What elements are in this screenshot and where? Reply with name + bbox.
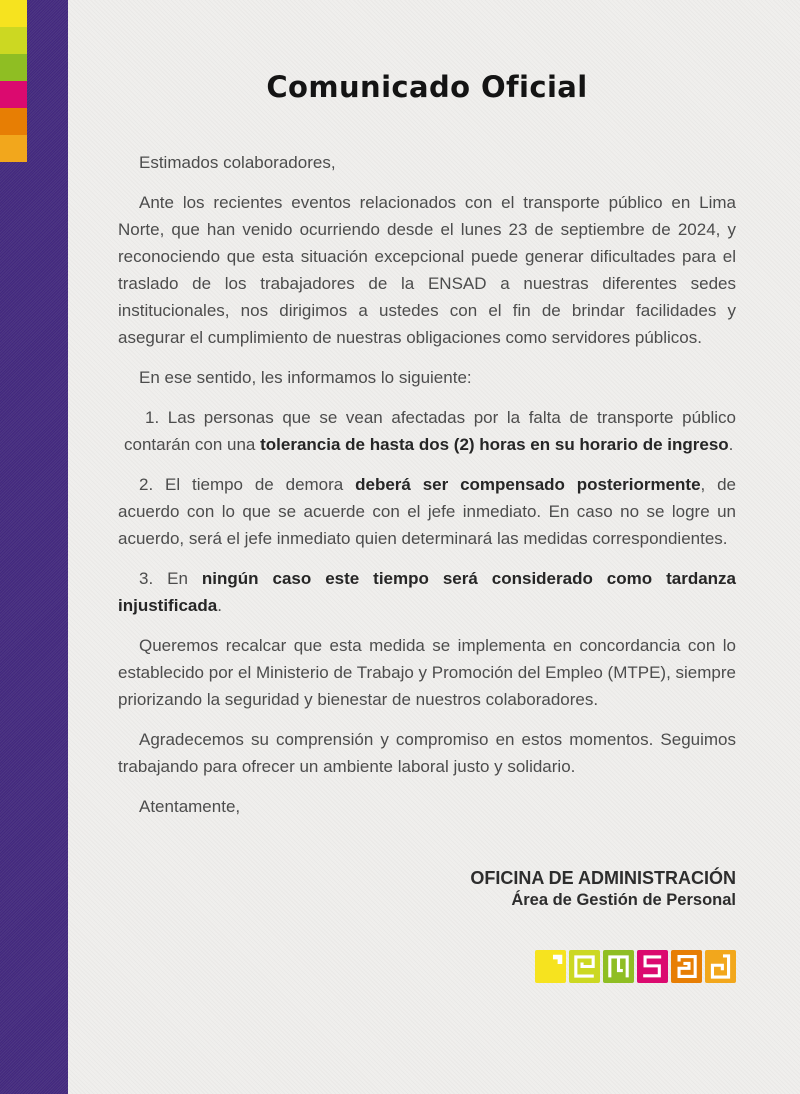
- lead-in-paragraph: En ese sentido, les informamos lo siguiente:: [139, 368, 472, 387]
- page-title: Comunicado Oficial: [266, 70, 588, 104]
- letter-n-icon: [603, 950, 634, 983]
- logo-tile-mark: [535, 950, 566, 983]
- logo-tile-letter-e: [569, 950, 600, 983]
- letter-s-icon: [637, 950, 668, 983]
- signature-office: OFICINA DE ADMINISTRACIÓN: [470, 868, 736, 888]
- letter-e-icon: [569, 950, 600, 983]
- letter-page: [118, 0, 736, 983]
- list-item-1-bold: tolerancia de hasta dos (2) horas en su horario de ingreso: [260, 435, 729, 454]
- list-item-2-text: 2. El tiempo de demora: [139, 475, 356, 494]
- logo-mark-icon: [535, 950, 566, 983]
- list-item-2: [118, 471, 736, 552]
- palette-swatch-orange: [0, 108, 27, 135]
- salutation: Estimados colaboradores,: [139, 153, 336, 172]
- palette-swatch-green: [0, 54, 27, 81]
- policy-paragraph: Queremos recalcar que esta medida se implementa en concordancia con lo establecido por el Ministerio de Trabajo y Promoción del Empleo (MTPE), siempre priorizando la seguridad y bienestar de nuestros colaboradores.: [118, 636, 736, 709]
- list-item-2-end: , de acuerdo con lo que se acuerde con el jefe inmediato. En caso no se logre un acuerdo, será el jefe inmediato quien determinará las medidas correspondientes.: [118, 475, 737, 548]
- logo-tile-letter-a: [671, 950, 702, 983]
- brand-palette-strip: [0, 0, 27, 162]
- palette-swatch-yellowgreen: [0, 27, 27, 54]
- letter-body: [118, 149, 736, 820]
- list-item-2-bold: deberá ser compensado posteriormente: [355, 475, 701, 494]
- letter-a-icon: [671, 950, 702, 983]
- thanks-paragraph: Agradecemos su comprensión y compromiso en estos momentos. Seguimos trabajando para ofrecer un ambiente laboral justo y solidario.: [118, 730, 736, 776]
- list-item-1: [118, 404, 736, 458]
- palette-swatch-yellow: [0, 0, 27, 27]
- list-item-3-text: 3. En: [139, 569, 202, 588]
- palette-swatch-amber: [0, 135, 27, 162]
- logo-tile-letter-d: [705, 950, 736, 983]
- logo-tile-letter-s: [637, 950, 668, 983]
- palette-swatch-magenta: [0, 81, 27, 108]
- list-item-1-end: .: [728, 435, 734, 454]
- intro-paragraph: Ante los recientes eventos relacionados con el transporte público en Lima Norte, que han venido ocurriendo desde el lunes 23 de septiembre de 2024, y reconociendo que esta situación excepcional puede generar dificultades para el traslado de los trabajadores de la ENSAD a nuestras diferentes sedes institucionales, nos dirigimos a ustedes con el fin de brindar facilidades y asegurar el cumplimiento de nuestras obligaciones como servidores públicos.: [118, 193, 736, 347]
- valediction: Atentamente,: [139, 797, 241, 816]
- list-item-1-text: 1. Las personas que se vean afectadas por la falta de transporte público contarán con una: [124, 408, 736, 454]
- signature-block: [118, 867, 736, 910]
- ensad-logo: [118, 950, 736, 983]
- list-item-3: [118, 565, 736, 619]
- letter-d-icon: [705, 950, 736, 983]
- signature-area: Área de Gestión de Personal: [511, 890, 736, 909]
- list-item-3-end: .: [217, 596, 222, 615]
- list-item-3-bold: ningún caso este tiempo será considerado como tardanza injustificada: [118, 569, 737, 615]
- brand-sidebar: [0, 0, 68, 1094]
- logo-tile-letter-n: [603, 950, 634, 983]
